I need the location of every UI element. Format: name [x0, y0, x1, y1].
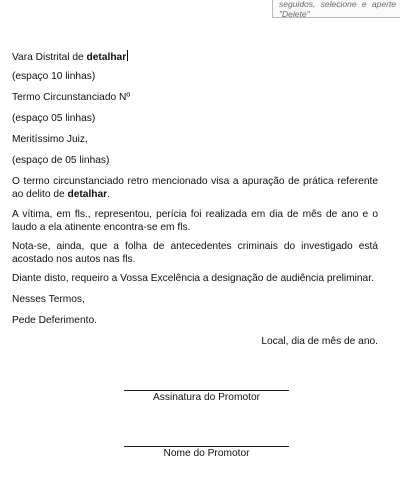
salutation: Meritíssimo Juiz, [12, 134, 88, 145]
callout-line-1 [279, 0, 396, 9]
callout-word: seguidos, [279, 0, 316, 9]
signature-line [124, 390, 289, 391]
callout-word: aperte [371, 0, 396, 9]
spacing-note-1: (espaço 10 linhas) [12, 71, 96, 82]
vara-line[interactable] [12, 50, 128, 63]
callout-line-2: "Delete" [279, 9, 310, 19]
delito-placeholder[interactable]: detalhar [67, 189, 108, 200]
name-label: Nome do Promotor [163, 448, 250, 459]
name-line [124, 446, 289, 447]
paragraph-3: Nota-se, ainda, que a folha de antecedentes criminais do investigado está acostado nos autos nas fls. [12, 241, 378, 265]
termo-line: Termo Circunstanciado Nº [12, 92, 131, 103]
paragraph-1-end: . [107, 189, 110, 200]
closing-1: Nesses Termos, [12, 294, 85, 305]
vara-placeholder[interactable]: detalhar [86, 52, 127, 63]
paragraph-1-text: O termo circunstanciado retro mencionado visa a apuração de prática referente ao delito de [12, 176, 378, 200]
text-cursor [127, 50, 128, 61]
paragraph-2: A vítima, em fls., representou, perícia foi realizada em dia de mês de ano e o laudo a ela atinente encontra-se em fls. [12, 209, 378, 233]
spacing-note-2: (espaço 05 linhas) [12, 113, 96, 124]
paragraph-1 [12, 175, 378, 201]
spacing-note-3: (espaço de 05 linhas) [12, 155, 110, 166]
signature-label: Assinatura do Promotor [152, 392, 261, 403]
place-date: Local, dia de mês de ano. [261, 336, 378, 347]
instruction-callout [272, 0, 400, 18]
callout-word: selecione [320, 0, 357, 9]
closing-2: Pede Deferimento. [12, 315, 97, 326]
callout-word: e [361, 0, 367, 9]
vara-prefix: Vara Distrital de [12, 52, 87, 63]
paragraph-4: Diante disto, requeiro a Vossa Excelência a designação de audiência preliminar. [12, 273, 374, 284]
